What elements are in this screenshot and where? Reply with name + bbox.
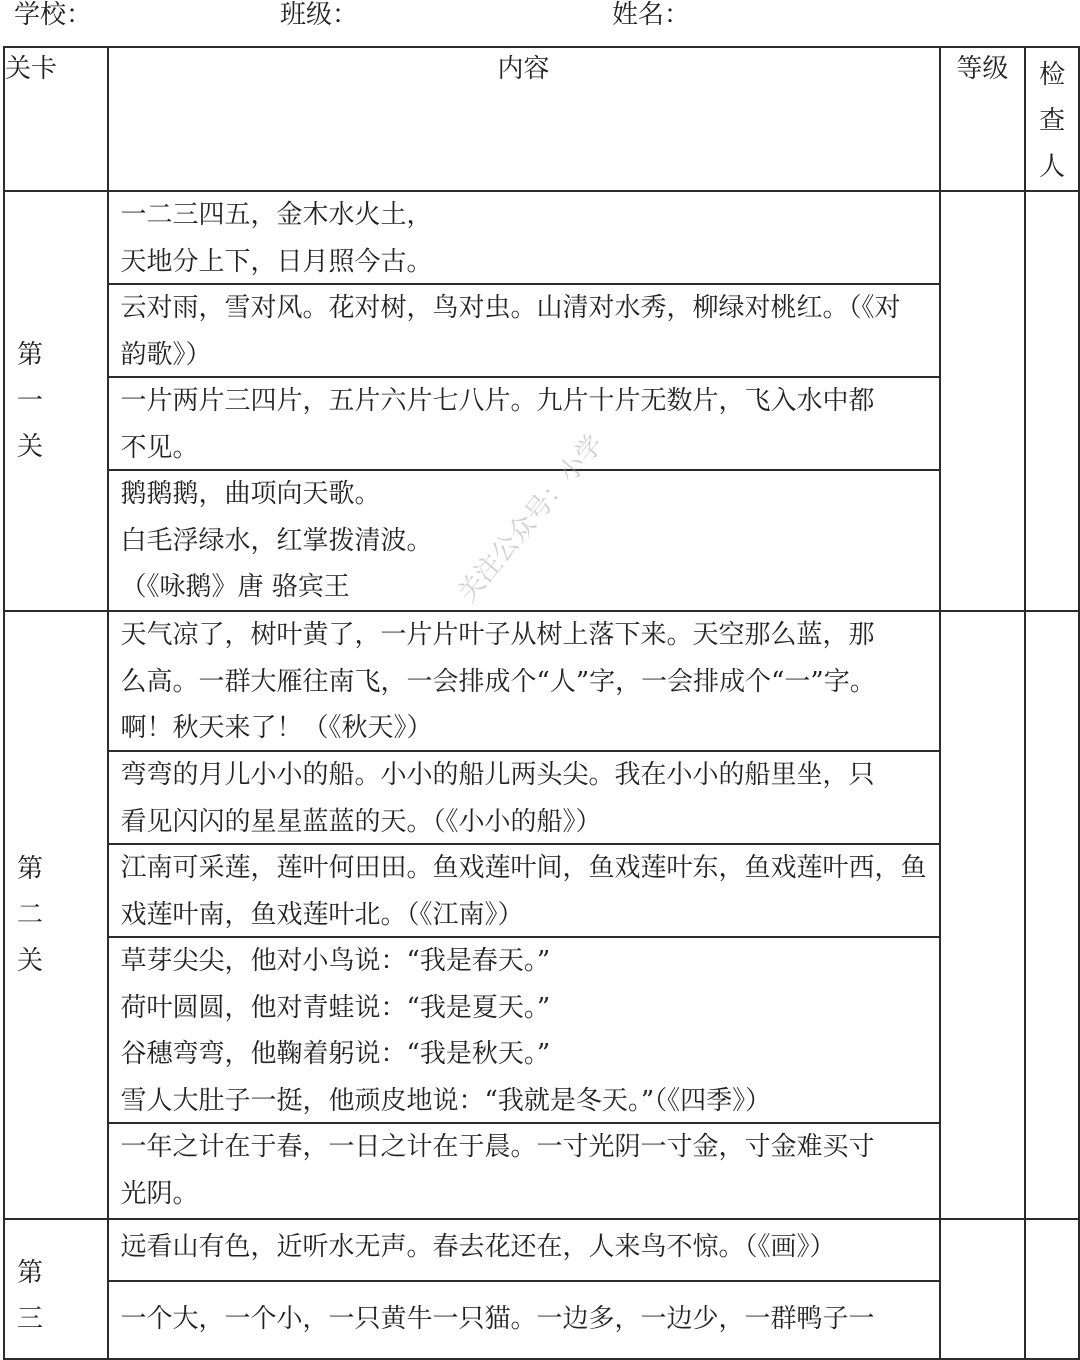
level-2-checker-cell[interactable] <box>1025 611 1079 1219</box>
text-block: 一个大，一个小，一只黄牛一只猫。一边多，一边少，一群鸭子一 <box>120 1304 875 1334</box>
col-grade-header: 等级 <box>940 47 1026 191</box>
text-block: 一年之计在于春，一日之计在于晨。一寸光阴一寸金，寸金难买寸 光阴。 <box>120 1132 875 1209</box>
level-1-content <box>108 191 940 611</box>
col-level-header: 关卡 <box>4 47 108 191</box>
level-3-label: 第 三 <box>4 1219 108 1359</box>
col-checker-header: 检 查 人 <box>1025 47 1079 191</box>
text-block: 远看山有色，近听水无声。春去花还在，人来鸟不惊。（《画》） <box>109 1220 939 1282</box>
level-1-checker-cell[interactable] <box>1025 191 1079 611</box>
class-label: 班级： <box>280 0 359 30</box>
level-row-3 <box>4 1219 1079 1359</box>
level-row-2 <box>4 611 1079 1219</box>
level-3-grade-cell[interactable] <box>940 1219 1026 1359</box>
text-block: 云对雨，雪对风。花对树，鸟对虫。山清对水秀，柳绿对桃红。（《对 韵歌》） <box>109 285 939 378</box>
recitation-table <box>3 46 1080 1360</box>
table-header-row <box>4 47 1079 191</box>
school-label: 学校： <box>14 0 93 30</box>
level-row-1 <box>4 191 1079 611</box>
text-block: 草芽尖尖，他对小鸟说：“我是春天。” 荷叶圆圆，他对青蛙说：“我是夏天。” 谷穗弯弯，他鞠着躬说：“我是秋天。” 雪人大肚子一挺，他顽皮地说：“我就是冬天。”（《四季》） <box>109 938 939 1124</box>
watermark-text: 关注公众号：小学 <box>452 429 610 609</box>
text-block: 一片两片三四片，五片六片七八片。九片十片无数片，飞入水中都 不见。 <box>109 378 939 471</box>
text-block: 弯弯的月儿小小的船。小小的船儿两头尖。我在小小的船里坐，只 看见闪闪的星星蓝蓝的天。（《小小的船》） <box>109 752 939 845</box>
name-label: 姓名： <box>612 0 691 30</box>
col-content-header: 内容 <box>108 47 940 191</box>
text-block: 江南可采莲，莲叶何田田。鱼戏莲叶间，鱼戏莲叶东，鱼戏莲叶西，鱼 戏莲叶南，鱼戏莲叶北。（《江南》） <box>109 845 939 938</box>
level-1-grade-cell[interactable] <box>940 191 1026 611</box>
text-block: 一二三四五，金木水火土， 天地分上下，日月照今古。 <box>109 192 939 285</box>
level-2-grade-cell[interactable] <box>940 611 1026 1219</box>
level-1-label: 第 一 关 <box>4 191 108 611</box>
level-3-content <box>108 1219 940 1359</box>
level-2-label: 第 二 关 <box>4 611 108 1219</box>
text-block: 天气凉了，树叶黄了，一片片叶子从树上落下来。天空那么蓝，那 么高。一群大雁往南飞，一会排成个“人”字，一会排成个“一”字。 啊！秋天来了！（《秋天》） <box>109 612 939 752</box>
level-2-content <box>108 611 940 1219</box>
text-block: 鹅鹅鹅，曲项向天歌。 白毛浮绿水，红掌拨清波。 （《咏鹅》唐 骆宾王 <box>120 479 433 602</box>
level-3-checker-cell[interactable] <box>1025 1219 1079 1359</box>
